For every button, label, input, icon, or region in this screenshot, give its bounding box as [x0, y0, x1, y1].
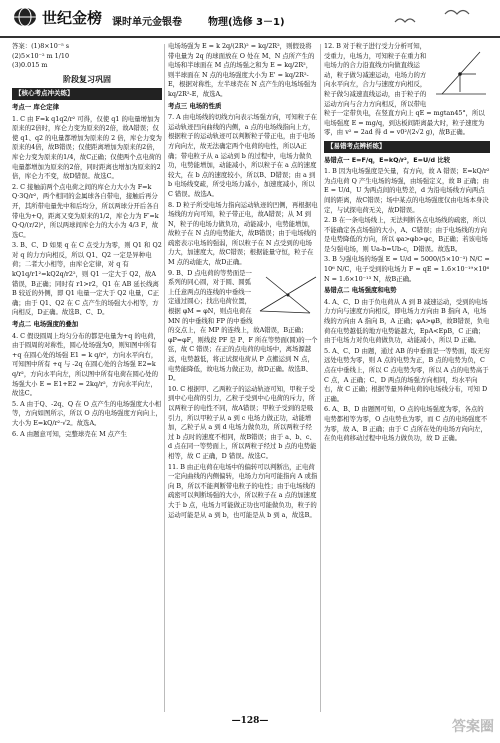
- answer-item: 1. B 因为电场强度是矢量，有方向，故 A 错误；E=kQ/r² 为点电荷 Q 产生电场的场强，由场强定义，故 B 正确；由 E = U/d，U 为两点间的电势差，d 为沿电场线方向两点间的距离，故C错误；场中某点的电场强度仅由电场本身决定，与试探电荷无关，故D错误。: [324, 167, 490, 214]
- topic-heading: 易错点二 电场强度和电势: [324, 286, 397, 295]
- column-divider: [164, 44, 165, 712]
- watermark: 答案圈: [452, 719, 494, 735]
- answer-line: 答案：(1)8×10⁻⁵ s: [12, 42, 70, 50]
- answer-item: 10. C 根据甲、乙两粒子的运动轨迹可知，甲粒子受到中心电荷的引力，乙粒子受到中心电荷的斥力，所以两粒子的电性不同，故A错误；甲粒子受到的是吸引力，所以甲粒子从 a 到 c 电场力做正功，动能增加，乙粒子从 a 到 d 电场力做负功，所以两粒子经过 b 点时的速度不相同，故B错误；由于 a、b、c、d 点在同一等势面上，所以两粒子经过 b 点的电势能相等，故 C 正确，D 错误。故选C。: [168, 384, 317, 460]
- page-header: [0, 0, 500, 38]
- answer-item: 3. B、C、D 如果 q 在 C 点受力为零，则 Q1 和 Q2 对 q 的力方向相反，所以 Q1、Q2 一定是异种电荷；二者大小相等，由库仑定律，对 q 有 kQ1q/r1²=kQ2q/r2²，则 Q1 一定大于 Q2，故A错误，B正确；同时有 r1>r2，Q1 在 AB 延长线离 B 较近的外侧，即 Q1 电量一定大于 Q2 电量，C正确；由于 Q1、Q2 在 C 点产生的场强大小相等，方向相反，D正确。故选B、C、D。: [12, 241, 162, 317]
- column-middle: [168, 42, 318, 714]
- field-diagram-icon: [258, 271, 318, 317]
- answer-item: 2. B 在一条电场线上，无法判断各点电场线的疏密，所以不能确定各点场强的大小，A、C错误；由于电场线的方向是电势降低的方向，所以 φa>φb>φc，B正确；若该电场是匀强电场，则 Ua-b=Ub-c，D错误。故选B。: [324, 216, 488, 253]
- answer-line: (2)5×10⁻² m 1/10: [12, 51, 70, 60]
- series-title: 课时单元金银卷: [112, 17, 182, 28]
- globe-icon: [12, 6, 38, 28]
- answer-item: 12. B 对于粒子进行受力分析可知，受重力，电场力，可知粒子在重力和电场力的合力沿直线方向做直线运动，粒子做匀减速运动，电场力的方向水平向左，合力与速度方向相反，粒子做匀减速直线运动，由于粒子的运动方向与合力方向相反，所以带电粒子一定带负电，在竖直方向上 qE = mgtan45°，所以电场强度 E = mg/q，到达板间距离最大时，粒子速度为零，由 v² = 2ad 得 d = v0²/(2√2 g)，故B正确。: [324, 42, 485, 137]
- answer-item: 8. D 粒子所受电场力指向运动轨迹的凹侧，再根据电场线的方向可知，粒子带正电，故A错误；从 M 到 N，粒子的电场力做负功，动能减小，电势能增加，故粒子在 N 点的电势能大，故B错误；由于电场线的疏密表示电场的强弱，所以粒子在 N 点受到的电场力大，加速度大，故C错误；根据能量守恒，粒子在 M 点的动能大，故D正确。: [168, 200, 318, 267]
- answer-item: 4. A、C、D 由于负电荷从 A 到 B 减速运动，受到的电场力方向与速度方向相反，即电场力方向由 B 指向 A，电场线的方向由 A 指向 B，A 正确；φA>φB，故B错误，负电荷在电势越低的地方电势能越大，EpA<EpB，C 正确；由于电场力对负电荷做负功，动能减小，所以 D 正确。: [324, 297, 490, 345]
- answer-item: 4. C 假设圆周上均匀分布的都是电量为+q 的电荷，由于圆周的对称性，圆心处场强为0，则知图中所有 +q 在圆心处的场强 E1 = k q/r²，方向水平向右，可知图中所有 +q 与 -2q 在圆心处的合场强 E2=k q/r²，方向水平向左，所以图中所有电荷在圆心处的场强大小 E = E1+E2 = 2kq/r²，方向水平向左，故选C。: [12, 331, 160, 398]
- answer-item: 1. C 由 F=k q1q2/r² 可得，仅使 q1 的电量增加为原来的2倍时，库仑力变为原来的2倍，故A错误；仅使 q1、q2 的电量都增加为原来的 2 倍，库仑力变为原来的4倍，故B错误；仅使距离增加为原来的2倍，库仑力变为原来的1/4，故C正确；仅使两个点电荷的电量都增加为原来的2倍，同时距离也增加为原来的2倍，库仑力不变，故D错误。故选C。: [12, 114, 162, 181]
- answer-item: 2. C 接触前两个点电荷之间的库仑力大小为 F=k Q·3Q/r²，两个相同的金属球各自带电，接触后再分开，其所带电量先中和后均分，所以两球分开后各自带电为+Q，距离又变为原来的1/2，库仑力为 F′=k Q·Q/(r/2)²，所以两球间库仑力的大小为 4/3 F，故选C。: [12, 182, 159, 239]
- column-divider: [320, 44, 321, 712]
- answer-item: 6. A 由题意可知，完整球壳在 M 点产生: [12, 429, 127, 438]
- answer-item: 5. A 由于Q、-2q、Q 在 O 点产生的电场强度大小相等，方向如图所示，所以 O 点的电场强度方向向上，大小为 E=kQ/r²·√2。故选A。: [12, 399, 162, 427]
- column-left: [12, 42, 162, 714]
- page-number: —128—: [231, 716, 269, 726]
- topic-heading: 考点三 电场的性质: [168, 101, 222, 110]
- birds-decoration-icon: [390, 6, 480, 30]
- answer-item: 3. B 匀强电场的场强 E = U/d = 5000/(5×10⁻³) N/C = 10⁶ N/C，电子受到的电场力 F = qE = 1.6×10⁻¹⁹×10⁶ N = 1.6×10⁻¹³ N，故B正确。: [324, 255, 490, 283]
- brand-logo: [12, 6, 102, 28]
- topic-heading: 考点二 电场强度的叠加: [12, 320, 79, 329]
- answer-item: 电场场强为 E = k 2q/(2R)² = kq/2R²，则假设将带电量为 2q 的球面放在 O 处在 M、N 点所产生的电场和半球面在 M 点的场强之和为 E = kq/2R²，则半球面在 N 点的电场强度大小为 E' = kq/2R²- E，根据对称性，左半球壳在 N 点产生的电场场强为 kq/2R²-E，故选A。: [168, 42, 317, 98]
- answer-item: 9. B、D 点电荷的等势面是一系列的同心圆，对于圆、圆弧上任意两点的连线的中垂线一定通过圆心；找出电荷位置，根据 φM = φN，则点电荷在 MN 的中垂线和 FP 的中垂线的交点上，在 MP 的连线上，故A错误，B正确；φP=φF，则线段 PF 是 P、F 所在等势面(圆)的一个弦，故 C 错误；在正的点电荷的电场中，离场源越远，电势越低，将正试探电荷从 P 点搬运到 N 点，电势能降低，故电场力做正功，故D正确。故选B、D。: [168, 268, 318, 383]
- incline-diagram-icon: [432, 44, 490, 100]
- topic-heading: 易错点一 E=F/q，E=kQ/r²，E=U/d 比较: [324, 155, 451, 164]
- section-tag: 【易错考点辨析练】: [324, 141, 490, 153]
- section-title: 阶段复习巩固: [63, 74, 111, 84]
- answer-item: 5. A、C、D 由题，通过 AB 的中垂面是一等势面，取无穷远处电势为零，则 A 点的电势为正，B 点的电势为负，C 点在中垂线上，所以 C 点电势为零，所以 A 点的电势高于 C 点，A 正确；C、D 两点的场强方向相同，均水平向右，故 C 正确；根据等量异种电荷的电场线分布，可知 D 正确。: [324, 346, 490, 403]
- subject-title: 物理(选修 3－1): [208, 17, 285, 28]
- answer-item: 6. A、B、D 由题图可知，O 点的电场强度为零，各点的电势都相等为零，O 点电势也为零，而 C 点的电场强度不为零，故 A、B 正确；由于 C 点所在处的电场方向向左，在负电荷移动过程中电场力做负功，故 D 正确。: [324, 405, 488, 443]
- brand-name: 世纪金榜: [42, 8, 103, 27]
- topic-heading: 考点一 库仑定律: [12, 102, 59, 111]
- column-right: [324, 42, 490, 714]
- answer-item: 11. B 由正电荷在电场中的偏转可以判断出，正电荷一定向曲线的内侧偏转，电场力方向可能指向 A 或指向 B，所以不能判断带电粒子的电性；由于电场线的疏密可以判断场强的大小，所以粒子在 a 点的加速度大于 b 点，电场力可能做正功也可能做负功，粒子的运动可能是从 a 到 b，也可能是从 b 到 a，故选B。: [168, 462, 318, 519]
- section-tag: 【核心考点冲关练】: [12, 88, 162, 100]
- answer-line: (3)0.015 m: [12, 61, 48, 70]
- answer-item: 7. A 由电场线的切线方向表示场强方向，可知粒子在运动轨迹凹向曲线的内侧，a 点的电场线指向上方，根据粒子的运动轨迹可以判断粒子带正电，由于电场方向向左，故无法确定两个电荷的电性，所以A正确；带电粒子从 a 运动到 b 的过程中，电场力做负功，电势能增加，动能减小，所以粒子在 a 点的速度较大，在 b 点的速度较小，所以B、D错误；由 a 到 b 电场线变疏，所受电场力减小，加速度减小，所以 C 错误。故选A。: [168, 113, 317, 198]
